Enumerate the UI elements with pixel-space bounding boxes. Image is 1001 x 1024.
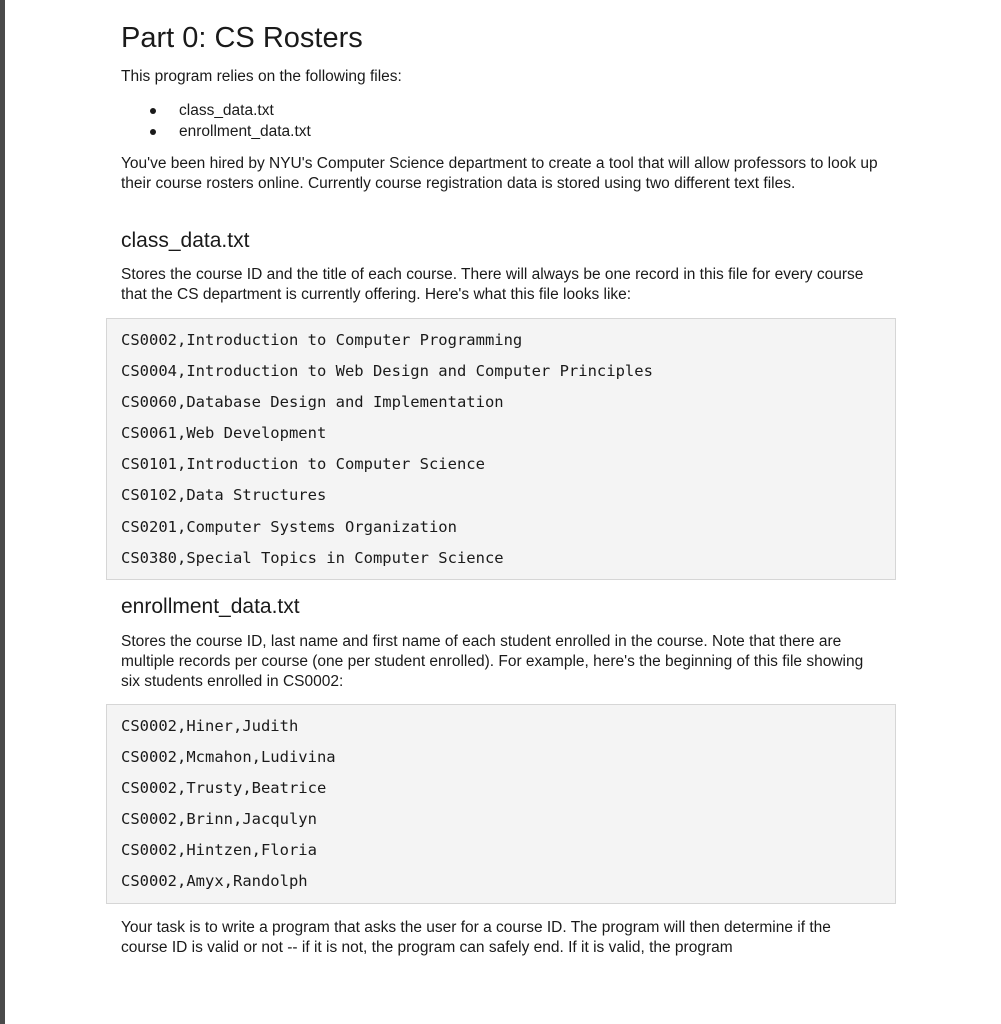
file-list bbox=[121, 100, 311, 142]
code-line: CS0002,Hintzen,Floria bbox=[121, 841, 317, 860]
code-line: CS0061,Web Development bbox=[121, 424, 327, 443]
class-data-heading: class_data.txt bbox=[121, 229, 250, 252]
code-line: CS0002,Amyx,Randolph bbox=[121, 872, 308, 891]
task-paragraph: Your task is to write a program that asks the user for a course ID. The program will then determine if the course ID is valid or not -- if it is not, the program can safely end. If it is valid, the program bbox=[121, 919, 831, 956]
code-line: CS0002,Trusty,Beatrice bbox=[121, 779, 327, 798]
intro-paragraph: This program relies on the following files: bbox=[121, 68, 402, 85]
code-line: CS0380,Special Topics in Computer Science bbox=[121, 548, 504, 567]
window-left-border bbox=[0, 0, 5, 1024]
code-line: CS0201,Computer Systems Organization bbox=[121, 517, 457, 536]
class-data-code-block bbox=[106, 318, 896, 580]
code-line: CS0002,Hiner,Judith bbox=[121, 717, 299, 735]
code-line: CS0102,Data Structures bbox=[121, 486, 327, 505]
enrollment-data-heading: enrollment_data.txt bbox=[121, 595, 300, 618]
enrollment-data-code-block bbox=[106, 704, 896, 904]
enrollment-data-description: Stores the course ID, last name and first name of each student enrolled in the course. Note that there are multiple records per course (one per student enrolled). For example, here's the beginning of this file showing six students enrolled in CS0002: bbox=[121, 633, 864, 690]
page-title: Part 0: CS Rosters bbox=[121, 22, 363, 54]
class-data-description: Stores the course ID and the title of each course. There will always be one record in this file for every course that the CS department is currently offering. Here's what this file looks like: bbox=[121, 266, 864, 303]
code-line: CS0004,Introduction to Web Design and Computer Principles bbox=[121, 362, 653, 381]
code-line: CS0002,Introduction to Computer Programming bbox=[121, 331, 523, 349]
description-paragraph: You've been hired by NYU's Computer Science department to create a tool that will allow professors to look up their course rosters online. Currently course registration data is stored using two different text files. bbox=[121, 155, 878, 192]
code-line: CS0060,Database Design and Implementation bbox=[121, 393, 504, 412]
code-line: CS0002,Brinn,Jacqulyn bbox=[121, 810, 317, 829]
code-line: CS0101,Introduction to Computer Science bbox=[121, 455, 485, 474]
list-item: class_data.txt bbox=[121, 100, 311, 121]
list-item: enrollment_data.txt bbox=[121, 121, 311, 142]
code-line: CS0002,Mcmahon,Ludivina bbox=[121, 748, 336, 767]
